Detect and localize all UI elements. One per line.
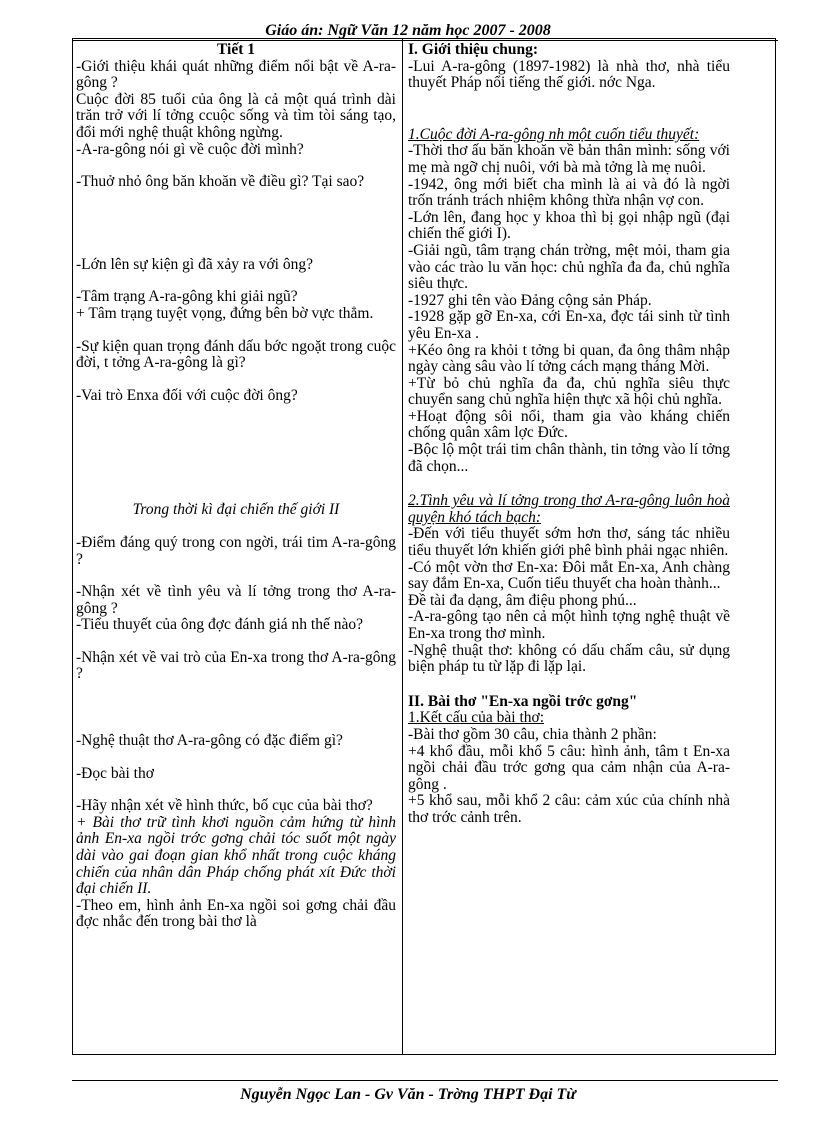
left-column-paragraph: -Điểm đáng quý trong con ngời, trái tim A-ra-gông ? <box>76 533 396 568</box>
right-column <box>408 42 730 827</box>
right-column-paragraph: -1927 ghi tên vào Đảng cộng sản Pháp. <box>408 291 652 309</box>
left-column-paragraph: -Tiểu thuyết của ông đợc đánh giá nh thế nào? <box>76 616 363 634</box>
right-column-paragraph: 1.Cuộc đời A-ra-gông nh một cuốn tiểu thuyết: <box>408 125 700 143</box>
right-column-paragraph: II. Bài thơ "En-xa ngồi trớc gơng" <box>408 692 638 710</box>
right-column-paragraph: -Bộc lộ một trái tim chân thành, tin tởng vào lí tởng đã chọn... <box>408 441 730 475</box>
right-column-paragraph: 2.Tình yêu và lí tởng trong thơ A-ra-gông luôn hoà quyện khó tách bạch: <box>408 492 730 526</box>
left-column <box>76 42 396 931</box>
right-column-paragraph: -Đến với tiểu thuyết sớm hơn thơ, sáng tác nhiều tiểu thuyết lớn khiến giới phê bình phải ngạc nhiên. <box>408 525 730 560</box>
left-column-paragraph: -Nhận xét về tình yêu và lí tởng trong thơ A-ra-gông ? <box>76 583 396 617</box>
right-column-paragraph: I. Giới thiệu chung: <box>408 41 539 58</box>
right-column-paragraph: +Từ bỏ chủ nghĩa đa đa, chủ nghĩa siêu thực chuyển sang chủ nghĩa hiện thực xã hội chủ nghĩa. <box>408 374 730 409</box>
right-column-paragraph: -Nghệ thuật thơ: không có dấu chấm câu, sử dụng biện pháp tu từ lặp đi lặp lại. <box>408 641 730 676</box>
left-column-paragraph: Tiết 1 <box>216 41 256 58</box>
left-column-paragraph: + Tâm trạng tuyệt vọng, đứng bên bờ vực thẳm. <box>76 304 374 322</box>
right-column-paragraph: +Kéo ông ra khỏi t tởng bi quan, đa ông thâm nhập ngày càng sâu vào lí tởng cách mạng tháng Mời. <box>408 341 730 376</box>
column-divider <box>402 38 403 1055</box>
right-column-paragraph: +4 khổ đầu, mỗi khổ 5 câu: hình ảnh, tâm t En-xa ngồi chải đầu trớc gơng qua cảm nhận của A-ra-gông . <box>408 742 730 793</box>
page-footer: Nguyễn Ngọc Lan - Gv Văn - Trờng THPT Đại Từ <box>240 1086 576 1103</box>
right-column-paragraph: -1928 gặp gỡ En-xa, cới En-xa, đợc tái sinh từ tình yêu En-xa . <box>408 308 730 342</box>
left-column-paragraph: + Bài thơ trữ tình khơi nguồn cảm hứng từ hình ảnh En-xa ngồi trớc gơng chải tóc suốt một ngày dài vào gai đoạn gian khổ nhất trong cuộc kháng chiến của nhân dân Pháp chống phát xít Đức thời đại chiến II. <box>76 813 396 898</box>
left-column-paragraph: -Giới thiệu khái quát những điểm nổi bật về A-ra-gông ? <box>76 57 396 92</box>
right-column-paragraph: -Lớn lên, đang học y khoa thì bị gọi nhập ngũ (đại chiến thế giới I). <box>408 208 730 243</box>
right-column-paragraph: -1942, ông mới biết cha mình là ai và đó là ngời trốn tránh trách nhiệm không thừa nhận vợ con. <box>408 175 730 210</box>
left-column-paragraph: -Tâm trạng A-ra-gông khi giải ngũ? <box>76 288 298 306</box>
left-column-paragraph: -Thuở nhỏ ông băn khoăn về điều gì? Tại sao? <box>76 173 365 191</box>
right-column-paragraph: +5 khổ sau, mỗi khổ 2 câu: cảm xúc của chính nhà thơ trớc cảnh trên. <box>408 792 730 826</box>
right-column-paragraph: -Lui A-ra-gông (1897-1982) là nhà thơ, nhà tiểu thuyết Pháp nổi tiếng thế giới. nớc Nga. <box>408 57 730 92</box>
footer-rule <box>72 1080 778 1081</box>
right-column-paragraph: -Bài thơ gồm 30 câu, chia thành 2 phần: <box>408 725 657 743</box>
right-column-paragraph: Đề tài đa dạng, âm điệu phong phú... <box>408 591 637 609</box>
left-column-paragraph: Trong thời kì đại chiến thế giới II <box>132 501 340 519</box>
left-column-paragraph: -Hãy nhận xét về hình thức, bố cục của bài thơ? <box>76 797 373 815</box>
right-column-paragraph: -Có một vờn thơ En-xa: Đôi mắt En-xa, Anh chàng say đắm En-xa, Cuốn tiểu thuyết cha hoàn thành... <box>408 558 730 593</box>
right-column-paragraph: +Hoạt động sôi nổi, tham gia vào kháng chiến chống quân xâm lợc Đức. <box>408 407 730 442</box>
left-column-paragraph: -Vai trò Enxa đối với cuộc đời ông? <box>76 386 298 404</box>
right-column-paragraph: -A-ra-gông tạo nên cả một hình tợng nghệ thuật về En-xa trong thơ mình. <box>408 608 730 642</box>
page-header: Giáo án: Ngữ Văn 12 năm học 2007 - 2008 <box>265 22 551 39</box>
left-column-paragraph: -Theo em, hình ảnh En-xa ngồi soi gơng chải đầu đợc nhắc đến trong bài thơ là <box>76 896 396 931</box>
left-column-paragraph: -Lớn lên sự kiện gì đã xảy ra với ông? <box>76 255 313 273</box>
left-column-paragraph: -Nghệ thuật thơ A-ra-gông có đặc điểm gì? <box>76 732 343 750</box>
left-column-paragraph: -Nhận xét về vai trò của En-xa trong thơ A-ra-gông ? <box>76 648 396 683</box>
left-column-paragraph: -Đọc bài thơ <box>76 764 154 782</box>
right-column-paragraph: 1.Kết cấu của bài thơ: <box>408 709 545 727</box>
right-column-paragraph: -Thời thơ ấu băn khoăn về bản thân mình: sống với mẹ mà ngỡ chị nuôi, với bà mà tởng là mẹ nuôi. <box>408 142 730 176</box>
left-column-paragraph: -A-ra-gông nói gì về cuộc đời mình? <box>76 140 304 158</box>
right-column-paragraph: -Giải ngũ, tâm trạng chán trờng, mệt mỏi, tham gia vào các trào lu văn học: chủ nghĩa đa đa, chủ nghĩa siêu thực. <box>408 241 730 293</box>
left-column-paragraph: -Sự kiện quan trọng đánh dấu bớc ngoặt trong cuộc đời, t tởng A-ra-gông là gì? <box>76 337 396 372</box>
left-column-paragraph: Cuộc đời 85 tuổi của ông là cả một quá trình dài trăn trở với lí tởng ccuộc sống và tìm tòi sáng tạo, đổi mới nghệ thuật không ngừng. <box>76 90 396 141</box>
